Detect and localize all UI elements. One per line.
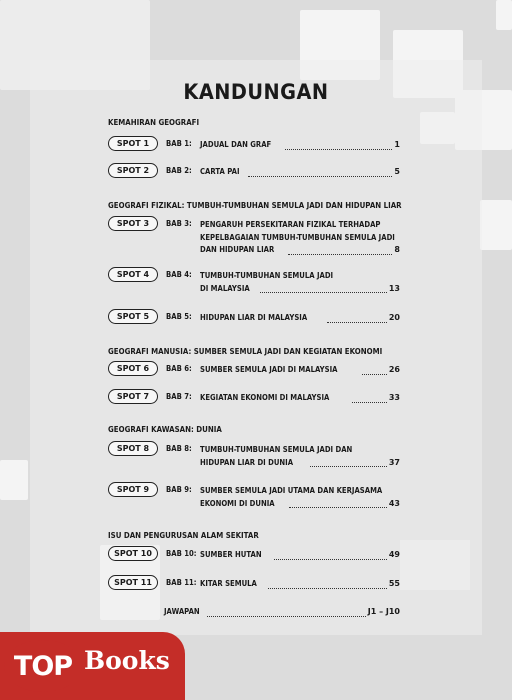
chapter-title (200, 270, 400, 295)
page-number: 8 (394, 245, 400, 254)
page-number: 5 (394, 167, 400, 176)
chapter-number: BAB 5: (166, 312, 192, 321)
dot-leader (288, 254, 392, 255)
page-number: 13 (388, 283, 400, 293)
chapter-number: BAB 8: (166, 444, 192, 453)
chapter-number: BAB 6: (166, 364, 192, 373)
chapter-number: BAB 11: (166, 578, 197, 587)
dot-leader (362, 374, 387, 375)
chapter-number: BAB 1: (166, 139, 192, 148)
chapter-title (200, 219, 400, 257)
page-number: 49 (388, 550, 400, 559)
spot-badge: SPOT 7 (108, 389, 158, 404)
logo-top-text: TOP (4, 640, 82, 692)
dot-leader (274, 559, 387, 560)
chapter-title-line: DI MALAYSIA (200, 283, 250, 293)
page-number: 43 (388, 498, 400, 508)
chapter-title-line: EKONOMI DI DUNIA (200, 498, 275, 508)
dot-leader (310, 466, 387, 467)
chapter-title-line: CARTA PAI (200, 167, 240, 176)
dot-leader (289, 507, 387, 508)
dot-leader (248, 176, 392, 177)
dot-leader (207, 616, 365, 617)
chapter-title-line: KEPELBAGAIAN TUMBUH-TUMBUHAN SEMULA JADI (200, 232, 395, 242)
chapter-title (200, 364, 400, 377)
spot-badge: SPOT 6 (108, 361, 158, 376)
chapter-title (200, 485, 400, 510)
dot-leader (260, 292, 387, 293)
section-heading: ISU DAN PENGURUSAN ALAM SEKITAR (108, 530, 259, 540)
chapter-title (200, 166, 400, 179)
spot-badge: SPOT 5 (108, 309, 158, 324)
page-number: 26 (388, 365, 400, 374)
chapter-title-line: DAN HIDUPAN LIAR (200, 245, 275, 254)
chapter-number: BAB 3: (166, 219, 192, 228)
spot-badge: SPOT 11 (108, 575, 158, 590)
chapter-number: BAB 4: (166, 270, 192, 279)
section-heading: GEOGRAFI MANUSIA: SUMBER SEMULA JADI DAN KEGIATAN EKONOMI (108, 346, 383, 356)
spot-badge: SPOT 3 (108, 216, 158, 231)
section-heading: GEOGRAFI FIZIKAL: TUMBUH-TUMBUHAN SEMULA JADI DAN HIDUPAN LIAR (108, 200, 402, 210)
chapter-title-line: KEGIATAN EKONOMI DI MALAYSIA (200, 393, 330, 402)
dot-leader (268, 588, 387, 589)
background-tile (0, 460, 28, 500)
page-number: 55 (388, 579, 400, 588)
section-heading: GEOGRAFI KAWASAN: DUNIA (108, 424, 222, 434)
chapter-title (200, 549, 400, 562)
page-number: 20 (388, 313, 400, 322)
chapter-title-line: SUMBER SEMULA JADI UTAMA DAN KERJASAMA (200, 486, 383, 495)
answers-page: J1 – J10 (367, 607, 400, 616)
chapter-number: BAB 7: (166, 392, 192, 401)
chapter-title-line: JADUAL DAN GRAF (200, 140, 272, 149)
chapter-title-line: KITAR SEMULA (200, 579, 257, 588)
chapter-number: BAB 9: (166, 485, 192, 494)
dot-leader (327, 322, 387, 323)
spot-badge: SPOT 1 (108, 136, 158, 151)
chapter-title-line: SUMBER SEMULA JADI DI MALAYSIA (200, 365, 338, 374)
page-number: 33 (388, 393, 400, 402)
background-tile (496, 0, 512, 30)
answers-label: JAWAPAN (164, 607, 200, 616)
spot-badge: SPOT 9 (108, 482, 158, 497)
spot-badge: SPOT 8 (108, 441, 158, 456)
logo-books-text: Books (84, 646, 170, 675)
chapter-title-line: HIDUPAN LIAR DI MALAYSIA (200, 313, 308, 322)
chapter-title-line: TUMBUH-TUMBUHAN SEMULA JADI DAN (200, 445, 353, 454)
section-heading: KEMAHIRAN GEOGRAFI (108, 117, 200, 127)
page-number: 1 (394, 140, 400, 149)
chapter-title (200, 312, 400, 325)
background-tile (480, 200, 512, 250)
page-number: 37 (388, 457, 400, 467)
topbooks-logo (0, 632, 185, 700)
spot-badge: SPOT 2 (108, 163, 158, 178)
chapter-title (200, 392, 400, 405)
spot-badge: SPOT 10 (108, 546, 158, 561)
chapter-title (200, 578, 400, 591)
dot-leader (285, 149, 393, 150)
chapter-title-line: PENGARUH PERSEKITARAN FIZIKAL TERHADAP (200, 220, 381, 229)
spot-badge: SPOT 4 (108, 267, 158, 282)
chapter-title-line: HIDUPAN LIAR DI DUNIA (200, 457, 294, 467)
dot-leader (352, 402, 386, 403)
chapter-title-line: TUMBUH-TUMBUHAN SEMULA JADI (200, 271, 334, 280)
chapter-number: BAB 10: (166, 549, 197, 558)
chapter-title-line: SUMBER HUTAN (200, 550, 262, 559)
page-title: KANDUNGAN (183, 80, 329, 104)
chapter-number: BAB 2: (166, 166, 192, 175)
chapter-title (200, 444, 400, 469)
chapter-title (200, 139, 400, 152)
